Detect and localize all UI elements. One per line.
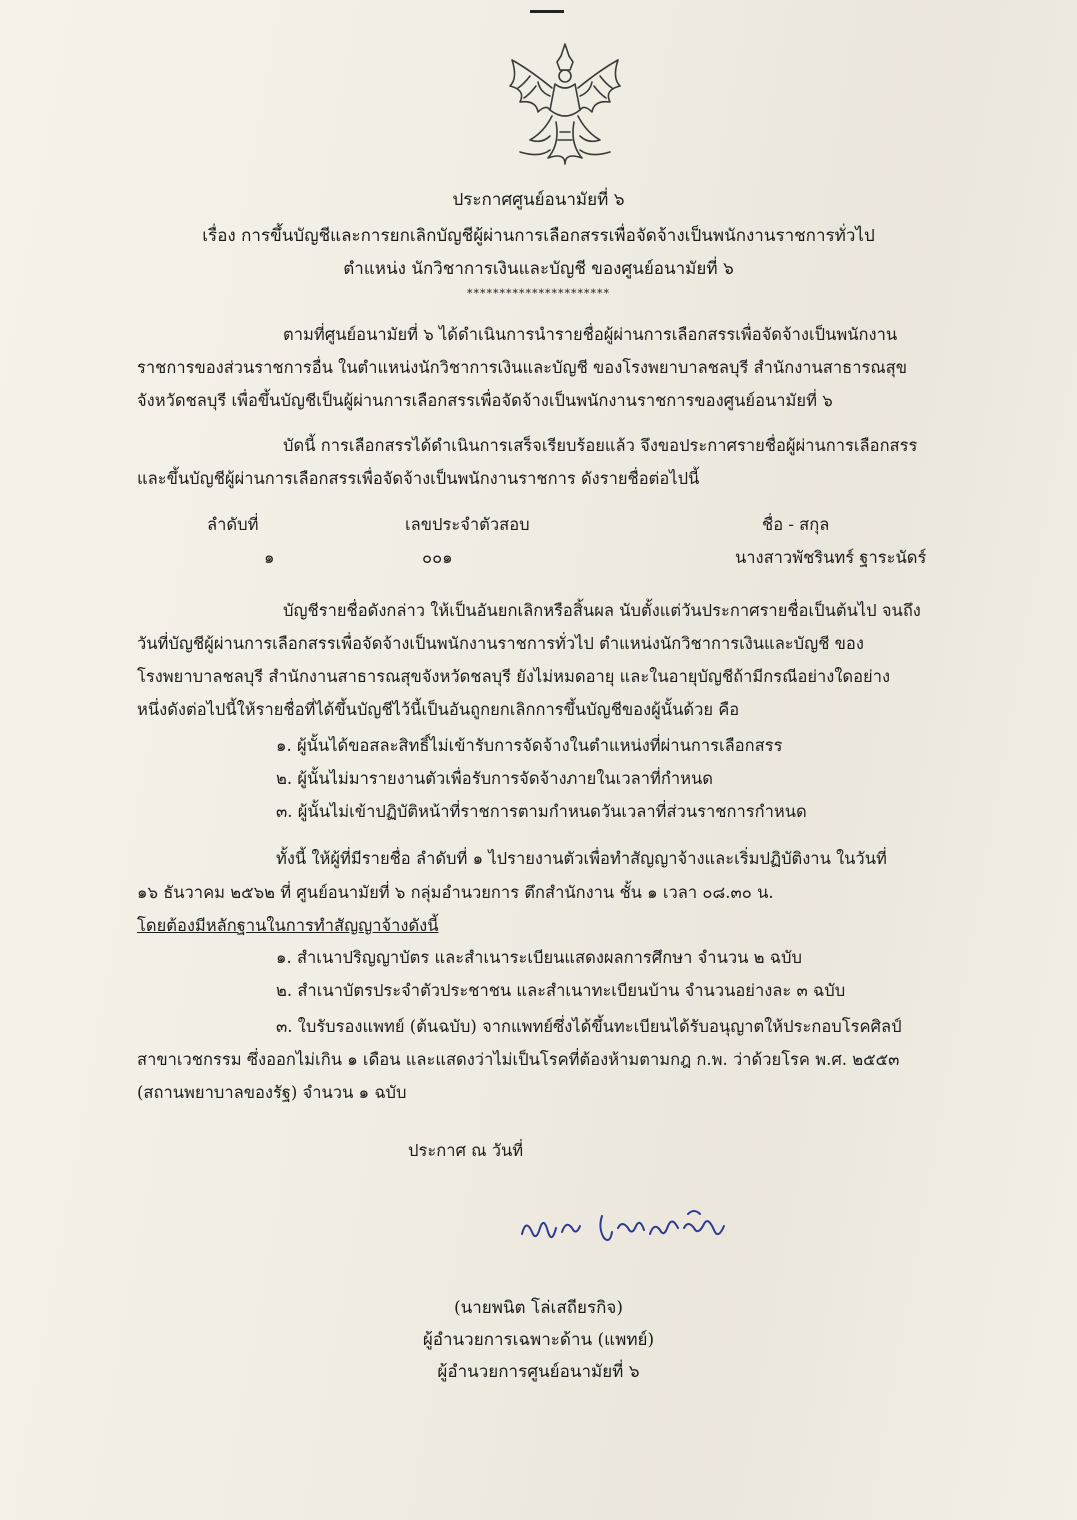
evidence-item-1: ๑. สำเนาปริญญาบัตร และสำเนาระเบียนแสดงผลการศึกษา จำนวน ๒ ฉบับ	[276, 948, 802, 967]
table-cell-name: นางสาวพัชรินทร์ ฐาระนัดร์	[735, 548, 927, 567]
validity-line-3: โรงพยาบาลชลบุรี สำนักงานสาธารณสุขจังหวัดชลบุรี ยังไม่หมดอายุ และในอายุบัญชีถ้ามีกรณีอย่างใดอย่าง	[137, 667, 891, 686]
announced-date-label: ประกาศ ณ วันที่	[408, 1141, 524, 1160]
evidence-item-2: ๒. สำเนาบัตรประจำตัวประชาชน และสำเนาทะเบียนบ้าน จำนวนอย่างละ ๓ ฉบับ	[276, 981, 846, 1000]
announcement-title: ประกาศศูนย์อนามัยที่ ๖	[452, 190, 625, 210]
signatory-name: (นายพนิต โล่เสถียรกิจ)	[453, 1298, 624, 1318]
table-cell-exam-id: ๐๐๑	[422, 548, 453, 567]
separator-line: **********************	[467, 287, 610, 300]
table-header-exam-id: เลขประจำตัวสอบ	[405, 515, 530, 534]
intro-line-3: จังหวัดชลบุรี เพื่อขึ้นบัญชีเป็นผู้ผ่านการเลือกสรรเพื่อจัดจ้างเป็นพนักงานราชการของศูนย์อนามัยที่ ๖	[137, 391, 833, 410]
evidence-item-3-cont-1: สาขาเวชกรรม ซึ่งออกไม่เกิน ๑ เดือน และแสดงว่าไม่เป็นโรคที่ต้องห้ามตามกฎ ก.พ. ว่าด้วยโรค พ.ศ. ๒๕๕๓	[137, 1050, 900, 1069]
announce-line-2: และขึ้นบัญชีผู้ผ่านการเลือกสรรเพื่อจัดจ้างเป็นพนักงานราชการ ดังรายชื่อต่อไปนี้	[137, 469, 700, 488]
announce-line-1: บัดนี้ การเลือกสรรได้ดำเนินการเสร็จเรียบร้อยแล้ว จึงขอประกาศรายชื่อผู้ผ่านการเลือกสรร	[283, 436, 918, 455]
evidence-heading: โดยต้องมีหลักฐานในการทำสัญญาจ้างดังนี้	[137, 916, 439, 935]
table-header-name: ชื่อ - สกุล	[762, 515, 830, 534]
top-mark	[530, 10, 564, 13]
signatory-title-1: ผู้อำนวยการเฉพาะด้าน (แพทย์)	[422, 1330, 655, 1350]
validity-line-4: หนึ่งดังต่อไปนี้ให้รายชื่อที่ได้ขึ้นบัญชีไว้นี้เป็นอันถูกยกเลิกการขึ้นบัญชีของผู้นั้นด้วย คือ	[137, 700, 740, 719]
table-header-order: ลำดับที่	[207, 515, 259, 534]
report-line-2: ๑๖ ธันวาคม ๒๕๖๒ ที่ ศูนย์อนามัยที่ ๖ กลุ่มอำนวยการ ตึกสำนักงาน ชั้น ๑ เวลา ๐๘.๓๐ น.	[137, 883, 774, 902]
signatory-title-2: ผู้อำนวยการศูนย์อนามัยที่ ๖	[437, 1362, 640, 1382]
validity-line-2: วันที่บัญชีผู้ผ่านการเลือกสรรเพื่อจัดจ้างเป็นพนักงานราชการทั่วไป ตำแหน่งนักวิชาการเงินและบัญชี ของ	[137, 634, 864, 653]
report-line-1: ทั้งนี้ ให้ผู้ที่มีรายชื่อ ลำดับที่ ๑ ไปรายงานตัวเพื่อทำสัญญาจ้างและเริ่มปฏิบัติงาน ในวันที่	[276, 849, 887, 868]
announcement-position: ตำแหน่ง นักวิชาการเงินและบัญชี ของศูนย์อนามัยที่ ๖	[343, 259, 734, 279]
condition-item-1: ๑. ผู้นั้นได้ขอสละสิทธิ์ไม่เข้ารับการจัดจ้างในตำแหน่งที่ผ่านการเลือกสรร	[276, 736, 783, 755]
intro-line-1: ตามที่ศูนย์อนามัยที่ ๖ ได้ดำเนินการนำรายชื่อผู้ผ่านการเลือกสรรเพื่อจัดจ้างเป็นพนักงาน	[283, 325, 898, 344]
handwritten-signature	[518, 1198, 758, 1258]
announcement-subject: เรื่อง การขึ้นบัญชีและการยกเลิกบัญชีผู้ผ่านการเลือกสรรเพื่อจัดจ้างเป็นพนักงานราชการทั่วไป	[202, 226, 875, 246]
evidence-item-3: ๓. ใบรับรองแพทย์ (ต้นฉบับ) จากแพทย์ซึ่งได้ขึ้นทะเบียนได้รับอนุญาตให้ประกอบโรคศิลป์	[276, 1017, 902, 1036]
validity-line-1: บัญชีรายชื่อดังกล่าว ให้เป็นอันยกเลิกหรือสิ้นผล นับตั้งแต่วันประกาศรายชื่อเป็นต้นไป จนถึง	[283, 601, 921, 620]
garuda-emblem-icon	[490, 40, 640, 170]
condition-item-2: ๒. ผู้นั้นไม่มารายงานตัวเพื่อรับการจัดจ้างภายในเวลาที่กำหนด	[276, 769, 713, 788]
intro-line-2: ราชการของส่วนราชการอื่น ในตำแหน่งนักวิชาการเงินและบัญชี ของโรงพยาบาลชลบุรี สำนักงานสาธารณสุข	[137, 358, 907, 377]
condition-item-3: ๓. ผู้นั้นไม่เข้าปฏิบัติหน้าที่ราชการตามกำหนดวันเวลาที่ส่วนราชการกำหนด	[276, 802, 807, 821]
table-cell-order: ๑	[264, 548, 275, 567]
evidence-item-3-cont-2: (สถานพยาบาลของรัฐ) จำนวน ๑ ฉบับ	[137, 1083, 407, 1102]
